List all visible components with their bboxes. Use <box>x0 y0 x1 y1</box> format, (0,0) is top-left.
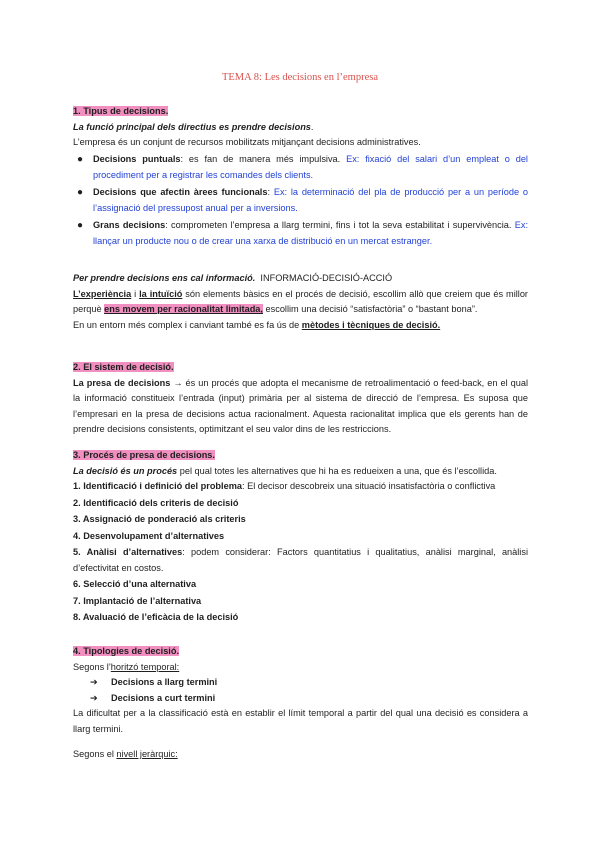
info-sequence: INFORMACIÓ-DECISIÓ-ACCIÓ <box>260 273 393 283</box>
horizon-item: Decisions a curt termini <box>111 692 216 703</box>
list-item <box>73 675 528 691</box>
horizon-item: Decisions a llarg termini <box>111 677 218 687</box>
bullet-term: Decisions puntuals <box>93 154 181 164</box>
experience-text: són elements bàsics en el procés de decisió, escollim allò que creiem que és millor perquè <box>73 288 528 314</box>
bullet-text: : comprometen l’empresa a llarg termini, fins i tot la seva estabilitat i supervivència. <box>165 220 515 230</box>
bounded-rationality-highlight: ens movem per racionalitat limitada, <box>104 304 263 314</box>
level-prefix: Segons el <box>73 749 117 759</box>
horizon-prefix: Segons l’ <box>73 661 111 672</box>
s3-intro-italic: La decisió és un procés <box>73 465 178 476</box>
section-4 <box>73 644 528 763</box>
list-item <box>73 512 528 528</box>
methods-term: mètodes i tècniques de decisió. <box>301 319 441 330</box>
list-item <box>73 545 528 576</box>
experience-and: i <box>131 288 140 299</box>
bullet-icon: ● <box>77 220 84 231</box>
section-2-heading: 2. El sistem de decisió. <box>73 362 174 372</box>
bullet-term: Grans decisions <box>93 220 166 230</box>
list-item <box>73 594 528 610</box>
step-text: : podem considerar: Factors quantitatius i qualitatius, anàlisi marginal, anàlisi d’efectivitat en costos. <box>73 547 528 573</box>
bullet-icon: ● <box>77 154 84 165</box>
horizon-term: horitzó temporal: <box>110 661 180 672</box>
section-1-heading: 1. Tipus de decisions. <box>73 106 169 116</box>
list-item <box>73 185 528 216</box>
step-label: 7. Implantació de l’alternativa <box>73 595 202 606</box>
bullet-icon: ● <box>77 187 84 198</box>
bullet-term: Decisions que afectin àrees funcionals <box>93 187 268 197</box>
experience-term: L’experiència <box>73 288 132 299</box>
s1-intro2: L’empresa és un conjunt de recursos mobilitzats mitjançant decisions administratives. <box>73 137 421 147</box>
bullet-example: Ex: la determinació del pla de producció per a un període o l’assignació del pressupost anual per a inversions. <box>93 187 528 213</box>
section-2 <box>73 360 528 438</box>
list-item <box>73 479 528 495</box>
section-4-heading: 4. Tipologies de decisió. <box>73 646 180 656</box>
s2-text: → és un procés que adopta el mecanisme de retroalimentació o feed-back, en el qual la informació constitueix l’entrada (input) primària per al sistema de direcció de l’empresa. Es suposa que l’empresari en la presa de decisions actua racionalment. Aquesta racionalitat implica que els gerents han de prendre decisions consistents, optimitzant el seu valor dins de les restriccions. <box>73 377 528 434</box>
step-label: 3. Assignació de ponderació als criteris <box>73 514 246 524</box>
section-3 <box>73 448 528 627</box>
s1-intro-dot: . <box>310 121 314 132</box>
level-term: nivell jeràrquic: <box>116 749 178 759</box>
bullet-text: : <box>267 187 274 197</box>
s1-intro-italic: La funció principal dels directius es prendre decisions <box>73 121 311 132</box>
experience-end: escollim una decisió “satisfactòria” o “bastant bona”. <box>262 304 478 314</box>
arrow-right-icon: ➔ <box>90 677 98 687</box>
step-label: 8. Avaluació de l’eficàcia de la decisió <box>73 612 239 622</box>
intuition-term: la intuïció <box>139 288 183 299</box>
list-item <box>73 691 528 707</box>
list-item <box>73 218 528 249</box>
list-item <box>73 610 528 626</box>
step-label: 5. Anàlisi d’alternatives <box>73 547 183 557</box>
section-1 <box>73 104 528 151</box>
environment-text: En un entorn més complex i canviant també es fa ús de <box>73 319 302 330</box>
decision-types-list <box>73 152 528 251</box>
step-label: 2. Identificació dels criteris de decisió <box>73 497 239 508</box>
arrow-right-icon: ➔ <box>90 692 98 703</box>
bullet-example: Ex: llançar un producte nou o de crear una xarxa de distribució en un mercat estranger. <box>93 220 528 246</box>
step-text: : El decisor descobreix una situació insatisfactòria o conflictiva <box>241 481 496 491</box>
information-paragraph <box>73 271 528 333</box>
s2-bold: La presa de decisions <box>73 377 171 388</box>
step-label: 4. Desenvolupament d’alternatives <box>73 530 225 541</box>
section-3-heading: 3. Procés de presa de decisions. <box>73 450 215 460</box>
bullet-text: : es fan de manera més impulsiva. <box>180 154 347 164</box>
list-item <box>73 496 528 512</box>
info-italic: Per prendre decisions ens cal informació. <box>73 273 256 283</box>
bullet-example: Ex: fixació del salari d’un empleat o del procediment per a registrar les comandes dels clients. <box>93 154 528 180</box>
list-item <box>73 529 528 545</box>
step-label: 1. Identificació i definició del problema <box>73 481 242 491</box>
list-item <box>73 152 528 183</box>
step-label: 6. Selecció d’una alternativa <box>73 579 197 589</box>
s3-intro-rest: pel qual totes les alternatives que hi ha es redueixen a una, que és l’escollida. <box>177 465 497 476</box>
list-item <box>73 577 528 593</box>
difficulty-text: La dificultat per a la classificació està en establir el límit temporal a partir del qual una decisió es considera a llarg termini. <box>73 708 528 734</box>
page-title: TEMA 8: Les decisions en l’empresa <box>221 72 378 83</box>
